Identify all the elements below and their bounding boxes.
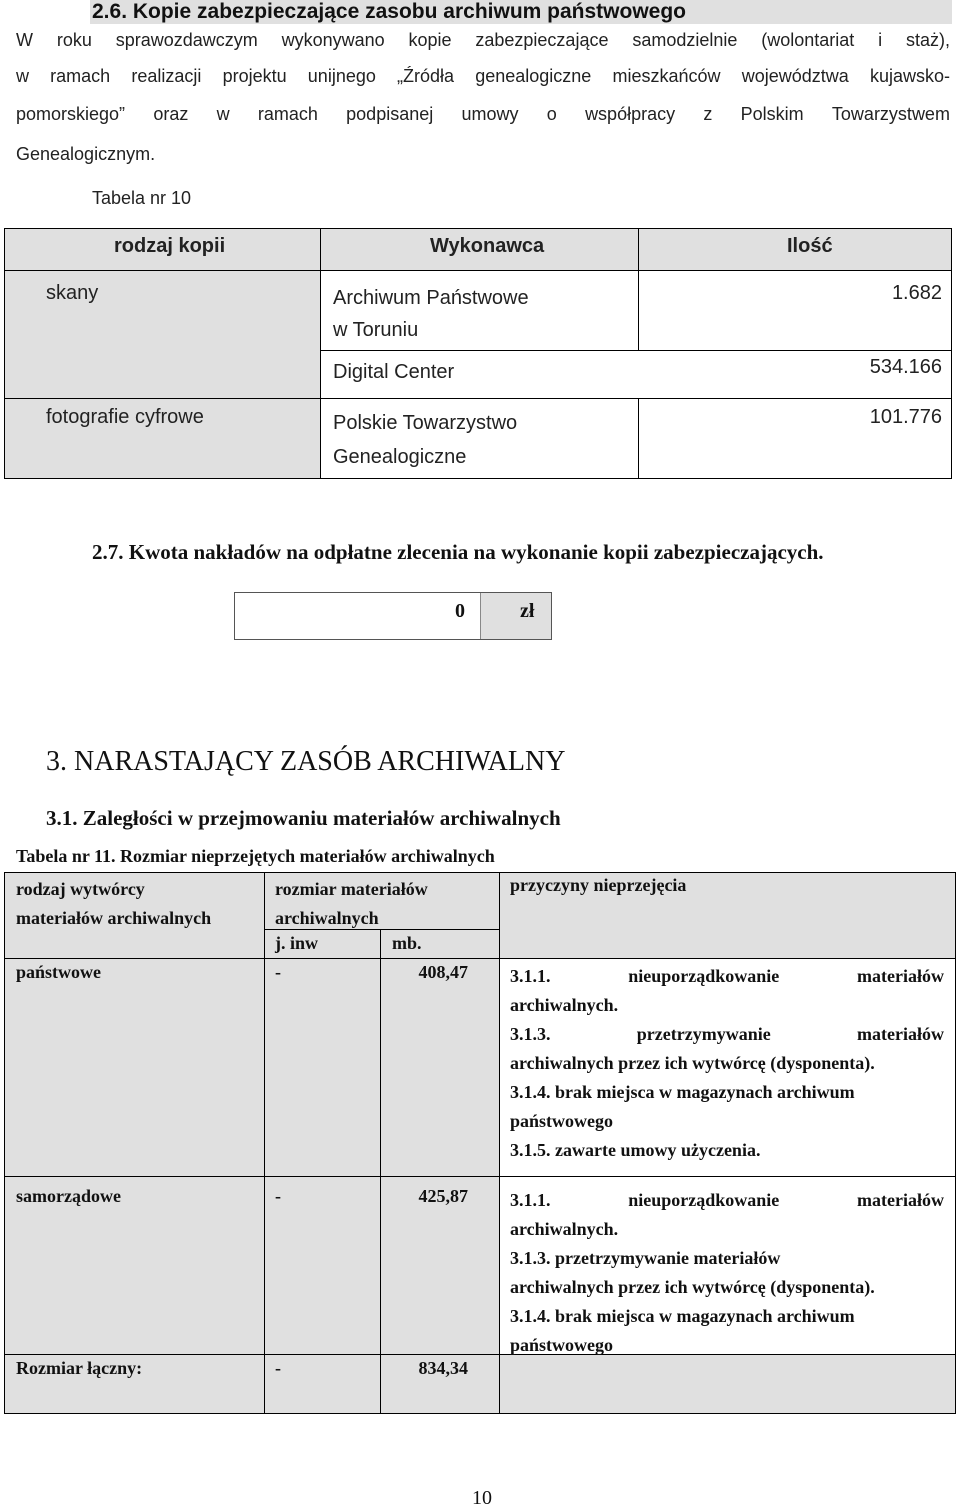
table-11-header-mb: mb. bbox=[392, 933, 422, 953]
word: unijnego bbox=[307, 66, 376, 86]
word: ramach bbox=[50, 66, 111, 86]
paragraph-line-2 bbox=[16, 66, 950, 92]
reason-line: państwowego bbox=[510, 1335, 614, 1355]
word: umowy bbox=[461, 104, 519, 124]
word: kopie bbox=[408, 30, 452, 50]
word: w bbox=[16, 66, 29, 86]
word: Polskim bbox=[740, 104, 804, 124]
table-10-cell-executor: Digital Center bbox=[333, 361, 455, 383]
header-line: materiałów archiwalnych bbox=[16, 908, 212, 928]
executor-line: Archiwum Państwowe bbox=[333, 287, 529, 309]
header-line: rodzaj wytwórcy bbox=[16, 879, 145, 899]
table-11-caption: Tabela nr 11. Rozmiar nieprzejętych materiałów archiwalnych bbox=[16, 846, 495, 866]
word: nieuporządkowanie bbox=[628, 1190, 780, 1210]
word: podpisanej bbox=[346, 104, 434, 124]
word: wykonywano bbox=[281, 30, 385, 50]
word: z bbox=[703, 104, 713, 124]
reason-line: archiwalnych przez ich wytwórcę (dysponenta). bbox=[510, 1277, 875, 1297]
word: materiałów bbox=[857, 966, 944, 986]
reason-line bbox=[510, 1186, 944, 1215]
reason-line: 3.1.4. brak miejsca w magazynach archiwum bbox=[510, 1306, 855, 1326]
word: o bbox=[546, 104, 557, 124]
word: przetrzymywanie bbox=[636, 1024, 771, 1044]
reason-line: państwowego bbox=[510, 1111, 614, 1131]
table-11-cell-reasons bbox=[510, 962, 944, 1165]
word: genealogiczne bbox=[475, 66, 592, 86]
table-10-cell-qty: 1.682 bbox=[891, 282, 942, 304]
table-11-header-reasons: przyczyny nieprzejęcia bbox=[510, 875, 687, 895]
word: staż), bbox=[905, 30, 950, 50]
table-11-header-creator bbox=[16, 875, 211, 933]
word: mieszkańców bbox=[612, 66, 721, 86]
reason-line bbox=[510, 962, 944, 991]
table-10-cell-qty: 534.166 bbox=[869, 356, 942, 378]
section-3-1-title: 3.1. Zaległości w przejmowaniu materiałów archiwalnych bbox=[46, 806, 561, 830]
table-10-header-qty: Ilość bbox=[787, 235, 833, 257]
table-11-cell-creator: państwowe bbox=[16, 962, 102, 982]
reason-line: 3.1.4. brak miejsca w magazynach archiwum bbox=[510, 1082, 855, 1102]
word: sprawozdawczym bbox=[115, 30, 258, 50]
reason-line: archiwalnych. bbox=[510, 995, 619, 1015]
header-line: archiwalnych bbox=[275, 908, 379, 928]
table-11-header-inw: j. inw bbox=[275, 933, 319, 953]
word: projektu bbox=[222, 66, 287, 86]
word: roku bbox=[56, 30, 92, 50]
reason-line: archiwalnych przez ich wytwórcę (dysponenta). bbox=[510, 1053, 875, 1073]
section-3-title: 3. NARASTAJĄCY ZASÓB ARCHIWALNY bbox=[46, 746, 566, 777]
word: współpracy bbox=[585, 104, 676, 124]
table-10-cell-qty: 101.776 bbox=[869, 406, 942, 428]
page-number: 10 bbox=[472, 1487, 492, 1509]
word: samodzielnie bbox=[632, 30, 738, 50]
word: pomorskiego” bbox=[16, 104, 126, 124]
reason-line: 3.1.5. zawarte umowy użyczenia. bbox=[510, 1140, 761, 1160]
table-11-total-reasons bbox=[499, 1354, 956, 1414]
word: oraz bbox=[153, 104, 189, 124]
word: 3.1.3. bbox=[510, 1024, 551, 1044]
word: materiałów bbox=[857, 1024, 944, 1044]
word: ramach bbox=[257, 104, 318, 124]
table-10-cell-executor bbox=[333, 406, 517, 474]
paragraph-line-3 bbox=[16, 104, 950, 130]
word: (wolontariat bbox=[761, 30, 855, 50]
word: i bbox=[878, 30, 883, 50]
word: zabezpieczające bbox=[475, 30, 609, 50]
word: „Źródła bbox=[397, 66, 455, 86]
table-11-cell-inw: - bbox=[275, 962, 281, 982]
word: Towarzystwem bbox=[831, 104, 950, 124]
table-10-header-type: rodzaj kopii bbox=[114, 235, 226, 257]
table-11-cell-inw: - bbox=[275, 1186, 281, 1206]
section-2-7-title: 2.7. Kwota nakładów na odpłatne zlecenia na wykonanie kopii zabezpieczających. bbox=[92, 540, 824, 564]
table-11-cell-mb: 425,87 bbox=[418, 1186, 468, 1206]
reason-line bbox=[510, 1020, 944, 1049]
table-10-header-executor: Wykonawca bbox=[430, 235, 545, 257]
table-10-caption: Tabela nr 10 bbox=[92, 188, 192, 208]
word: W bbox=[16, 30, 33, 50]
word: w bbox=[216, 104, 230, 124]
table-11-total-mb: 834,34 bbox=[418, 1358, 468, 1378]
table-11-total-inw: - bbox=[275, 1358, 281, 1378]
word: 3.1.1. bbox=[510, 966, 551, 986]
table-10-cell-type: skany bbox=[46, 282, 99, 304]
paragraph-line-4: Genealogicznym. bbox=[16, 144, 156, 164]
executor-line: Polskie Towarzystwo bbox=[333, 412, 518, 434]
table-11-total-label: Rozmiar łączny: bbox=[16, 1358, 143, 1378]
section-2-6-title: 2.6. Kopie zabezpieczające zasobu archiwum państwowego bbox=[90, 0, 952, 24]
table-11-cell-reasons bbox=[510, 1186, 944, 1360]
amount-value: 0 bbox=[455, 600, 465, 622]
word: kujawsko- bbox=[869, 66, 950, 86]
header-line: rozmiar materiałów bbox=[275, 879, 428, 899]
word: materiałów bbox=[857, 1190, 944, 1210]
amount-currency: zł bbox=[520, 600, 535, 622]
table-11-cell-creator: samorządowe bbox=[16, 1186, 121, 1206]
word: realizacji bbox=[131, 66, 202, 86]
word: województwa bbox=[741, 66, 849, 86]
executor-line: w Toruniu bbox=[333, 319, 419, 341]
word: 3.1.1. bbox=[510, 1190, 551, 1210]
executor-line: Genealogiczne bbox=[333, 446, 467, 468]
word: nieuporządkowanie bbox=[628, 966, 780, 986]
reason-line: 3.1.3. przetrzymywanie materiałów bbox=[510, 1248, 781, 1268]
reason-line: archiwalnych. bbox=[510, 1219, 619, 1239]
table-10-cell-type: fotografie cyfrowe bbox=[46, 406, 204, 428]
table-11-header-size bbox=[275, 875, 428, 933]
paragraph-line-1 bbox=[16, 30, 950, 56]
table-10-cell-executor bbox=[333, 282, 529, 346]
table-11-cell-mb: 408,47 bbox=[418, 962, 468, 982]
